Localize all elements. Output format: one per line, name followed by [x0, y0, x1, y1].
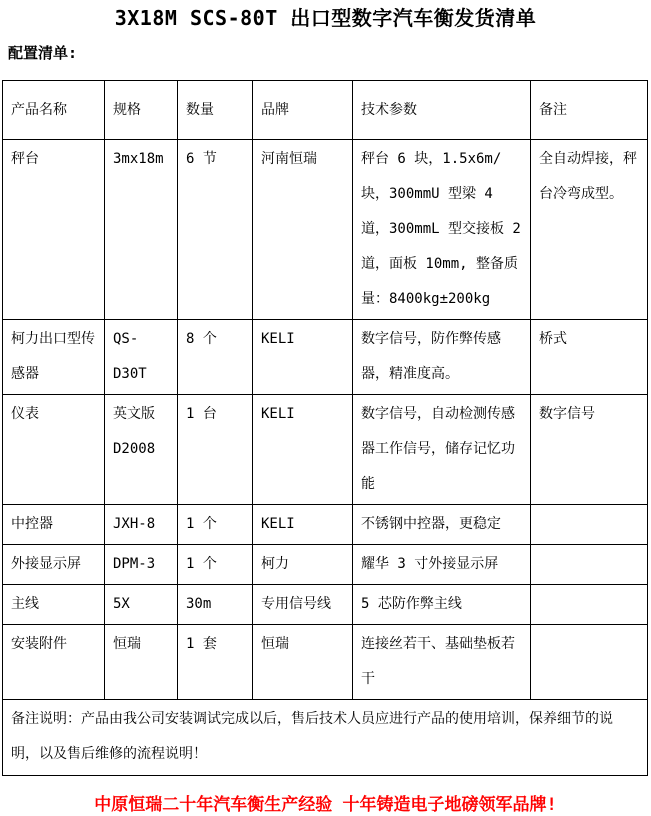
- cell-tech: 数字信号，防作弊传感器，精准度高。: [353, 320, 531, 395]
- cell-product: 仪表: [3, 395, 105, 505]
- cell-tech: 连接丝若干、基础垫板若干: [353, 625, 531, 700]
- cell-note: [531, 505, 648, 545]
- cell-brand: 恒瑞: [253, 625, 353, 700]
- column-header-brand: 品牌: [253, 81, 353, 140]
- cell-product: 安装附件: [3, 625, 105, 700]
- cell-note: [531, 625, 648, 700]
- section-label: 配置清单:: [8, 44, 78, 62]
- column-header-spec: 规格: [105, 81, 178, 140]
- cell-qty: 6 节: [178, 140, 253, 320]
- document-page: [0, 5, 651, 815]
- column-header-note: 备注: [531, 81, 648, 140]
- table-row: [3, 545, 648, 585]
- cell-product: 主线: [3, 585, 105, 625]
- cell-qty: 1 套: [178, 625, 253, 700]
- table-row: [3, 140, 648, 320]
- cell-brand: KELI: [253, 395, 353, 505]
- cell-product: 柯力出口型传感器: [3, 320, 105, 395]
- cell-spec: JXH-8: [105, 505, 178, 545]
- page-title: 3X18M SCS-80T 出口型数字汽车衡发货清单: [114, 6, 537, 30]
- cell-spec: 英文版 D2008: [105, 395, 178, 505]
- cell-spec: 恒瑞: [105, 625, 178, 700]
- cell-qty: 1 个: [178, 545, 253, 585]
- cell-note: [531, 545, 648, 585]
- cell-tech: 秤台 6 块，1.5x6m/块，300mmU 型梁 4 道，300mmL 型交接板 2 道，面板 10mm, 整备质量：8400kg±200kg: [353, 140, 531, 320]
- table-row: [3, 320, 648, 395]
- cell-tech: 不锈钢中控器，更稳定: [353, 505, 531, 545]
- cell-brand: 柯力: [253, 545, 353, 585]
- cell-brand: 河南恒瑞: [253, 140, 353, 320]
- table-row: [3, 505, 648, 545]
- table-row: [3, 395, 648, 505]
- column-header-qty: 数量: [178, 81, 253, 140]
- cell-spec: 3mx18m: [105, 140, 178, 320]
- cell-qty: 1 个: [178, 505, 253, 545]
- brand-slogan: 中原恒瑞二十年汽车衡生产经验 十年铸造电子地磅领军品牌!: [94, 795, 557, 815]
- footnote-cell: 备注说明：产品由我公司安装调试完成以后，售后技术人员应进行产品的使用培训，保养细节的说明，以及售后维修的流程说明！: [3, 700, 648, 776]
- cell-brand: KELI: [253, 505, 353, 545]
- cell-qty: 30m: [178, 585, 253, 625]
- column-header-product: 产品名称: [3, 81, 105, 140]
- cell-tech: 耀华 3 寸外接显示屏: [353, 545, 531, 585]
- cell-note: 数字信号: [531, 395, 648, 505]
- cell-product: 外接显示屏: [3, 545, 105, 585]
- cell-spec: 5X: [105, 585, 178, 625]
- cell-brand: KELI: [253, 320, 353, 395]
- cell-spec: DPM-3: [105, 545, 178, 585]
- cell-tech: 数字信号，自动检测传感器工作信号，储存记忆功能: [353, 395, 531, 505]
- table-row: [3, 625, 648, 700]
- shipping-list-table: [2, 80, 648, 776]
- cell-product: 秤台: [3, 140, 105, 320]
- cell-note: 桥式: [531, 320, 648, 395]
- table-header-row: [3, 81, 648, 140]
- cell-qty: 8 个: [178, 320, 253, 395]
- column-header-tech: 技术参数: [353, 81, 531, 140]
- cell-tech: 5 芯防作弊主线: [353, 585, 531, 625]
- cell-note: [531, 585, 648, 625]
- cell-qty: 1 台: [178, 395, 253, 505]
- cell-note: 全自动焊接，秤台冷弯成型。: [531, 140, 648, 320]
- cell-product: 中控器: [3, 505, 105, 545]
- cell-spec: QS-D30T: [105, 320, 178, 395]
- table-row: [3, 585, 648, 625]
- cell-brand: 专用信号线: [253, 585, 353, 625]
- table-footnote-row: [3, 700, 648, 776]
